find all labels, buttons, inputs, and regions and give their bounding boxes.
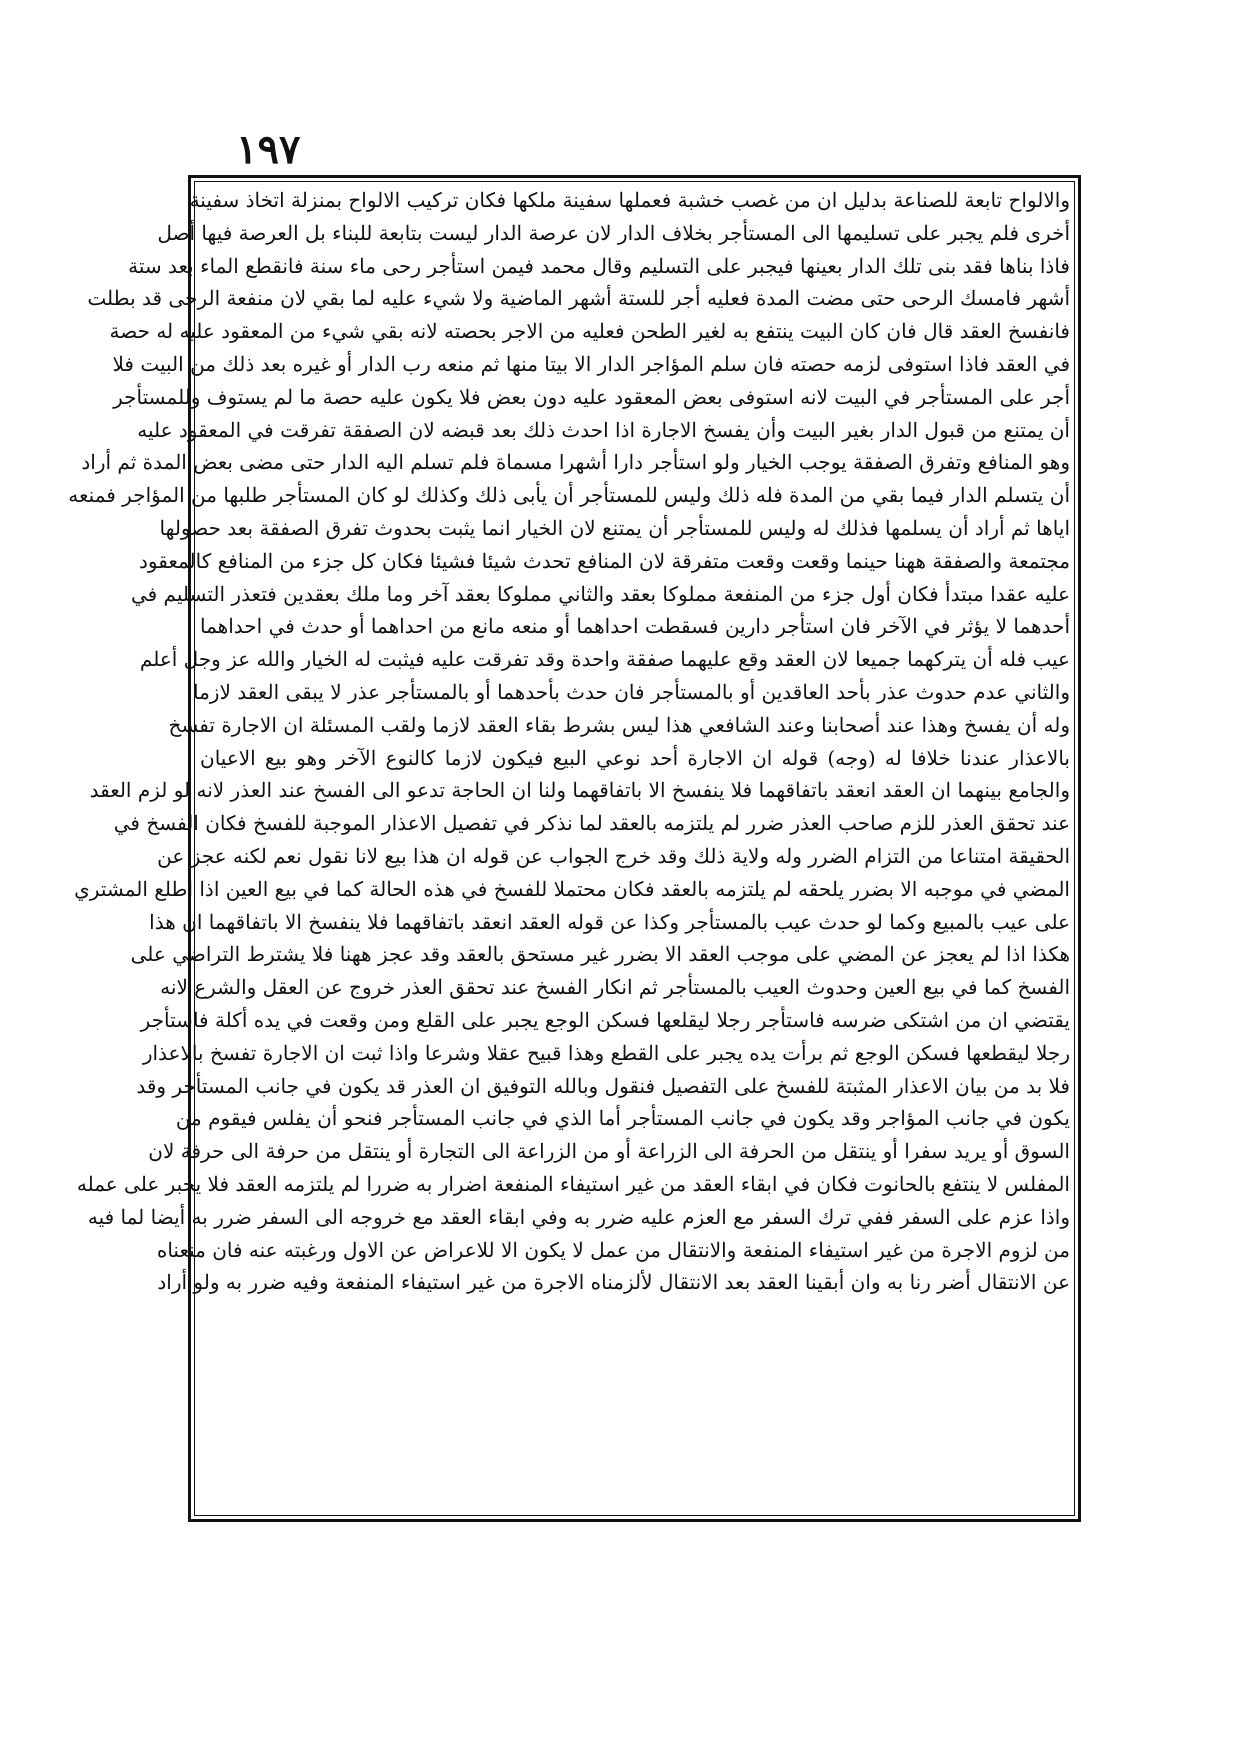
text-line: أحدهما لا يؤثر في الآخر فان استأجر دارين فسقطت احداهما أو منعه مانع من احداهما أو حدث في احداهما xyxy=(200,614,1070,639)
text-line: فلا بد من بيان الاعذار المثبتة للفسخ على التفصيل فنقول وبالله التوفيق ان العذر قد يكون في جانب المستأجر وقد xyxy=(136,1073,1070,1098)
text-line: عند تحقق العذر للزم صاحب العذر ضرر لم يلتزمه بالعقد لما نذكر في تفصيل الاعذار الموجبة للفسخ فكان الفسخ في xyxy=(113,811,1070,836)
text-line: الحقيقة امتناعا من التزام الضرر وله ولاية ذلك وقد خرج الجواب عن قوله ان هذا بيع لانا نقول نعم لكنه عجز عن xyxy=(157,843,1070,868)
text-line: رجلا ليقطعها فسكن الوجع ثم برأت يده يجبر على القطع وهذا قبيح عقلا وشرعا واذا ثبت ان الاجارة تفسخ بالاعذار xyxy=(142,1040,1070,1065)
text-line: مجتمعة والصفقة ههنا حينما وقعت وقعت متفرقة لان المنافع تحدث شيئا فشيئا فكان كل جزء من المنافع كالمعقود xyxy=(138,548,1070,573)
page-number: ١٩٧ xyxy=(236,126,301,173)
text-line: والالواح تابعة للصناعة بدليل ان من غصب خشبة فعملها سفينة ملكها فكان تركيب الالواح بمنزلة اتخاذ سفينة xyxy=(189,188,1070,212)
text-line: أن يمتنع من قبول الدار بغير البيت وأن يفسخ الاجارة اذا احدث ذلك بعد قبضه لان الصفقة تفرقت في المعقود عليه xyxy=(137,417,1070,442)
text-line: عيب فله أن يتركهما جميعا لان العقد وقع عليهما صفقة واحدة وقد تفرقت عليه فيثبت له الخيار والله عز وجل أعلم xyxy=(139,647,1070,672)
text-line: من لزوم الاجرة من غير استيفاء المنفعة والانتقال من عمل لا يكون الا للاعراض عن الاول ورغبته عنه فان منعناه xyxy=(156,1237,1070,1262)
text-line: والجامع بينهما ان العقد انعقد باتفاقهما فلا ينفسخ الا باتفاقهما ولنا ان الحاجة تدعو الى الفسخ عند العذر لانه لو لزم العقد xyxy=(89,778,1070,803)
text-line: أن يتسلم الدار فيما بقي من المدة فله ذلك وليس للمستأجر أن يأبى ذلك وكذلك لو كان المستأجر طلبها من المؤاجر فمنعه xyxy=(68,483,1070,508)
text-line: وله أن يفسخ وهذا عند أصحابنا وعند الشافعي هذا ليس بشرط بقاء العقد لازما ولقب المسئلة ان الاجارة تفسخ xyxy=(168,712,1070,737)
text-line: فانفسخ العقد قال فان كان البيت ينتفع به لغير الطحن فعليه من الاجر بحصته لانه بقي شيء من المعقود عليه له حصة xyxy=(109,319,1070,344)
text-line: فاذا بناها فقد بنى تلك الدار بعينها فيجبر على التسليم وقال محمد فيمن استأجر رحى ماء سنة فانقطع الماء بعد ستة xyxy=(128,253,1070,278)
text-line: المفلس لا ينتفع بالحانوت فكان في ابقاء العقد من غير استيفاء المنفعة اضرار به ضررا لم يلتزمه العقد فلا يجبر على عمله xyxy=(76,1171,1070,1196)
text-line: واذا عزم على السفر ففي ترك السفر مع العزم عليه ضرر به وفي ابقاء العقد مع خروجه الى السفر ضرر به أيضا لما فيه xyxy=(87,1204,1070,1229)
text-line: السوق أو يريد سفرا أو ينتقل من الحرفة الى الزراعة أو من الزراعة الى التجارة أو ينتقل من حرفة الى حرفة لان xyxy=(148,1139,1070,1164)
text-line: أخرى فلم يجبر على تسليمها الى المستأجر بخلاف الدار لان عرصة الدار ليست بتابعة للبناء بل العرصة فيها أصل xyxy=(157,220,1070,245)
main-text xyxy=(68,184,1070,1514)
text-line: يكون في جانب المؤاجر وقد يكون في جانب المستأجر أما الذي في جانب المستأجر فنحو أن يفلس فيقوم من xyxy=(175,1106,1070,1131)
text-line: وهو المنافع وتفرق الصفقة يوجب الخيار ولو استأجر دارا أشهرا مسماة فلم تسلم اليه الدار حتى مضى بعض المدة ثم أراد xyxy=(81,450,1070,475)
text-line: والثاني عدم حدوث عذر بأحد العاقدين أو بالمستأجر فان حدث بأحدهما أو بالمستأجر عذر لا يبقى العقد لازما xyxy=(193,679,1070,704)
text-line: الفسخ كما في بيع العين وحدوث العيب بالمستأجر ثم انكار الفسخ عند تحقق العذر خروج عن العقل والشرع لانه xyxy=(160,975,1070,1000)
text-line: أشهر فامسك الرحى حتى مضت المدة فعليه أجر للستة أشهر الماضية ولا شيء عليه لما بقي لان منفعة الرحى قد بطلت xyxy=(87,286,1070,311)
text-line: عليه عقدا مبتدأ فكان أول جزء من المنفعة مملوكا بعقد والثاني مملوكا بعقد آخر وما ملك بعقدين فتعذر التسليم في xyxy=(130,581,1070,606)
text-line: عن الانتقال أضر رنا به وان أبقينا العقد بعد الانتقال لألزمناه الاجرة من غير استيفاء المنفعة وفيه ضرر به ولو أراد xyxy=(157,1270,1070,1295)
text-line: بالاعذار عندنا خلافا له (وجه) قوله ان الاجارة أحد نوعي البيع فيكون لازما كالنوع الآخر وهو بيع الاعيان xyxy=(200,745,1070,770)
text-line: في العقد فاذا استوفى لزمه حصته فان سلم المؤاجر الدار الا بيتا منها ثم منعه رب الدار أو غيره بعد ذلك من البيت فلا xyxy=(112,351,1070,376)
text-line: على عيب بالمبيع وكما لو حدث عيب بالمستأجر وكذا عن قوله العقد انعقد باتفاقهما فلا ينفسخ الا باتفاقهما ان هذا xyxy=(149,909,1070,934)
text-line: يقتضي ان من اشتكى ضرسه فاستأجر رجلا ليقلعها فسكن الوجع يجبر على القلع ومن وقعت في يده أكلة فاستأجر xyxy=(140,1007,1070,1032)
text-line: المضي في موجبه الا بضرر يلحقه لم يلتزمه بالعقد فكان محتملا للفسخ في هذه الحالة كما في بيع العين اذا اطلع المشتري xyxy=(74,876,1070,901)
text-line: هكذا اذا لم يعجز عن المضي على موجب العقد الا بضرر غير مستحق بالعقد وقد عجز ههنا فلا يشترط التراضي على xyxy=(130,942,1070,967)
text-line: اياها ثم أراد أن يسلمها فذلك له وليس للمستأجر أن يمتنع لان الخيار انما يثبت بحدوث تفرق الصفقة بعد حصولها xyxy=(159,515,1070,540)
text-line: أجر على المستأجر في البيت لانه استوفى بعض المعقود عليه دون بعض فلا يكون عليه حصة ما لم يستوف وللمستأجر xyxy=(113,384,1070,409)
